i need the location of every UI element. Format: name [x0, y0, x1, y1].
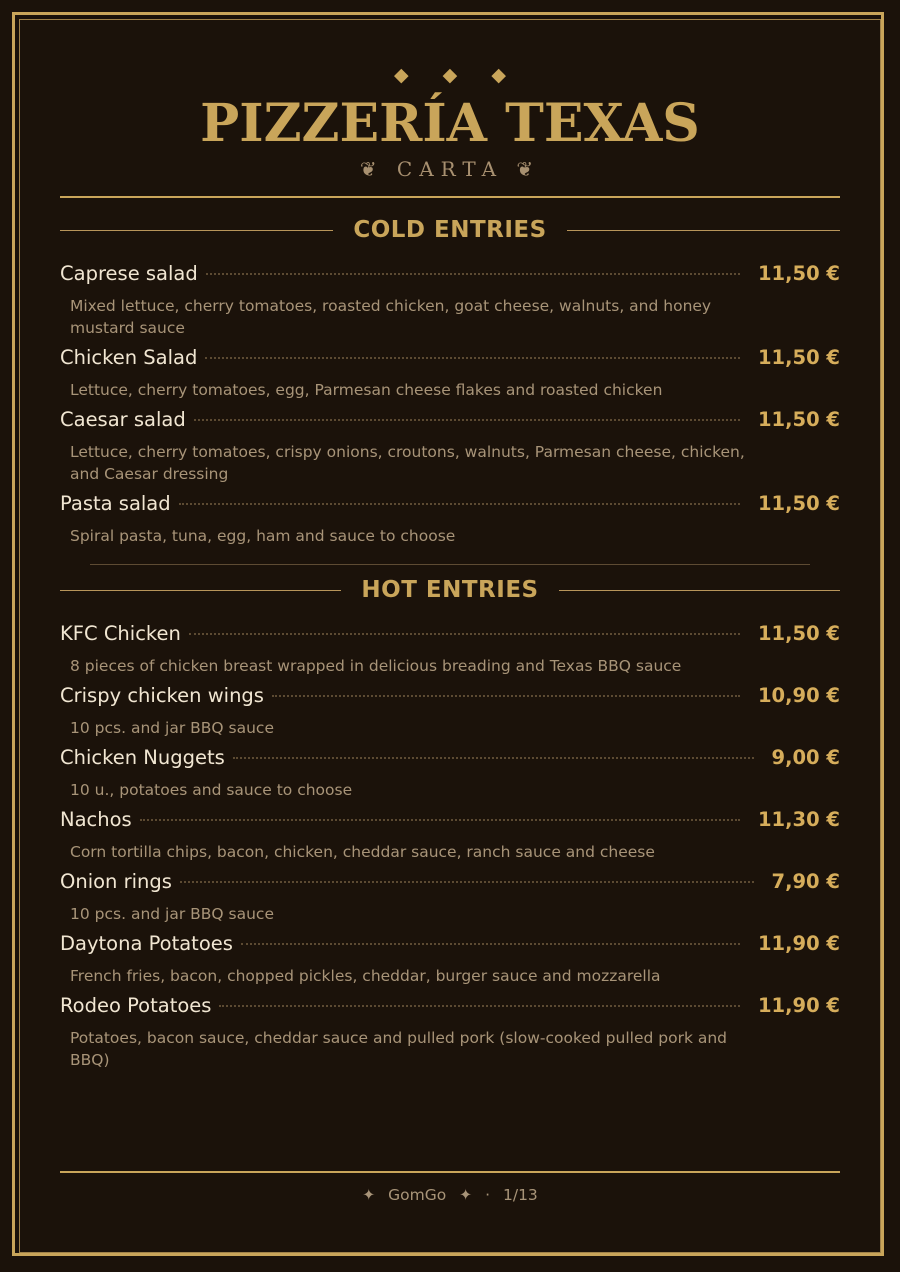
star-icon: ✦ — [459, 1186, 473, 1204]
item-price: 11,50 € — [757, 622, 840, 645]
section-title: HOT ENTRIES — [361, 577, 539, 603]
diamond-ornament-icon: ◆ ◆ ◆ — [394, 64, 520, 86]
menu-item — [60, 408, 840, 485]
dot-leader — [140, 819, 740, 821]
item-description: 10 u., potatoes and sauce to choose — [70, 781, 353, 799]
item-row — [60, 408, 840, 436]
section-title: COLD ENTRIES — [353, 217, 547, 243]
item-description: 10 pcs. and jar BBQ sauce — [70, 719, 274, 737]
item-row — [60, 870, 840, 898]
star-icon: ✦ — [362, 1186, 376, 1204]
item-price: 9,00 € — [771, 746, 840, 769]
item-description: Mixed lettuce, cherry tomatoes, roasted chicken, goat cheese, walnuts, and honey mustard sauce — [70, 297, 712, 337]
item-price: 11,30 € — [757, 808, 840, 831]
item-description: 10 pcs. and jar BBQ sauce — [70, 905, 274, 923]
item-description: Spiral pasta, tuna, egg, ham and sauce to choose — [70, 527, 456, 545]
restaurant-title: PIZZERÍA TEXAS — [200, 93, 700, 154]
item-row — [60, 492, 840, 520]
item-row — [60, 808, 840, 836]
menu-item — [60, 492, 840, 547]
item-price: 11,50 € — [757, 408, 840, 431]
menu-item — [60, 346, 840, 401]
dot-leader — [179, 503, 740, 505]
heading-rule-right — [559, 590, 840, 591]
heading-rule-left — [60, 230, 333, 231]
item-name: Pasta salad — [60, 492, 171, 515]
item-row — [60, 746, 840, 774]
item-price: 11,50 € — [757, 346, 840, 369]
heading-rule-left — [60, 590, 341, 591]
menu-item — [60, 684, 840, 739]
dot-leader — [189, 633, 740, 635]
item-name: KFC Chicken — [60, 622, 181, 645]
item-name: Crispy chicken wings — [60, 684, 264, 707]
menu-item — [60, 622, 840, 677]
menu-item — [60, 994, 840, 1071]
item-price: 11,90 € — [757, 932, 840, 955]
menu-subtitle: ❦ CARTA ❦ — [359, 157, 541, 181]
section-heading-hot-entries — [60, 574, 840, 606]
item-name: Chicken Salad — [60, 346, 198, 369]
item-row — [60, 684, 840, 712]
item-description: Lettuce, cherry tomatoes, crispy onions, croutons, walnuts, Parmesan cheese, chicken, and Caesar dressing — [70, 443, 745, 483]
header-divider — [60, 196, 840, 198]
item-description: Corn tortilla chips, bacon, chicken, cheddar sauce, ranch sauce and cheese — [70, 843, 655, 861]
item-description: French fries, bacon, chopped pickles, cheddar, burger sauce and mozzarella — [70, 967, 661, 985]
dot-leader — [241, 943, 740, 945]
section-heading-cold-entries — [60, 214, 840, 246]
item-price: 7,90 € — [771, 870, 840, 893]
menu-footer — [60, 1184, 840, 1206]
item-row — [60, 262, 840, 290]
dot-leader — [219, 1005, 740, 1007]
item-row — [60, 994, 840, 1022]
dot-leader — [194, 419, 740, 421]
heading-rule-right — [567, 230, 840, 231]
menu-item — [60, 932, 840, 987]
item-price: 10,90 € — [757, 684, 840, 707]
menu-item — [60, 746, 840, 801]
item-name: Caprese salad — [60, 262, 198, 285]
menu-item — [60, 262, 840, 339]
dot-leader — [272, 695, 740, 697]
item-row — [60, 346, 840, 374]
item-price: 11,50 € — [757, 492, 840, 515]
dot-leader — [205, 357, 740, 359]
page-number: 1/13 — [502, 1186, 538, 1204]
menu-header — [60, 60, 840, 182]
item-price: 11,90 € — [757, 994, 840, 1017]
item-description: 8 pieces of chicken breast wrapped in delicious breading and Texas BBQ sauce — [70, 657, 682, 675]
menu-item — [60, 808, 840, 863]
item-name: Rodeo Potatoes — [60, 994, 212, 1017]
item-row — [60, 622, 840, 650]
dot-leader — [206, 273, 740, 275]
item-name: Caesar salad — [60, 408, 186, 431]
footer-divider — [60, 1171, 840, 1173]
footer-separator: · — [485, 1186, 491, 1204]
item-name: Daytona Potatoes — [60, 932, 233, 955]
section-divider — [90, 564, 810, 565]
item-name: Nachos — [60, 808, 132, 831]
dot-leader — [180, 881, 754, 883]
brand-name: GomGo — [388, 1186, 447, 1204]
item-price: 11,50 € — [757, 262, 840, 285]
menu-item — [60, 870, 840, 925]
item-description: Lettuce, cherry tomatoes, egg, Parmesan cheese flakes and roasted chicken — [70, 381, 663, 399]
item-description: Potatoes, bacon sauce, cheddar sauce and pulled pork (slow-cooked pulled pork and BBQ) — [70, 1029, 728, 1069]
dot-leader — [233, 757, 754, 759]
item-name: Onion rings — [60, 870, 172, 893]
item-row — [60, 932, 840, 960]
item-name: Chicken Nuggets — [60, 746, 225, 769]
